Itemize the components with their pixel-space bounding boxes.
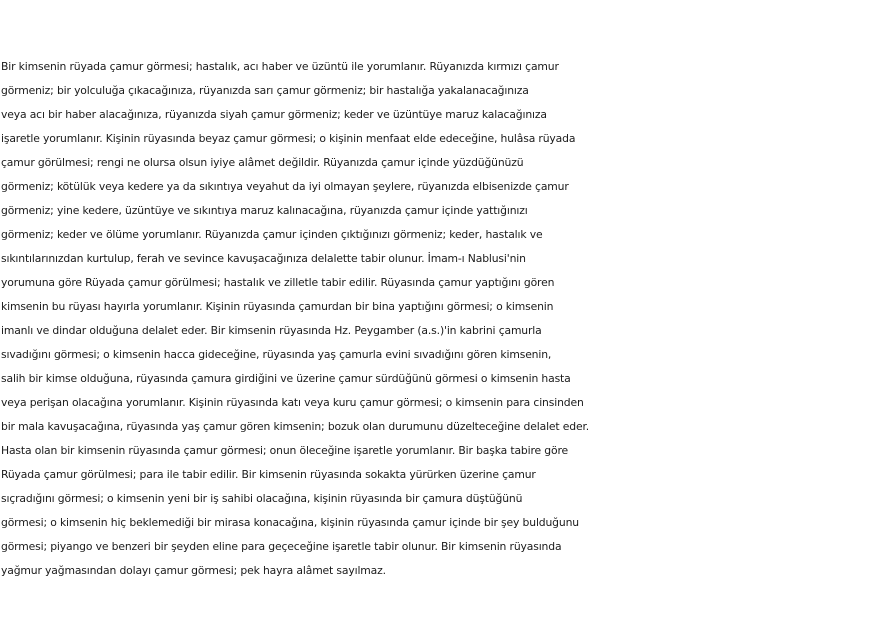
text-line-10: yorumuna göre Rüyada çamur görülmesi; hastalık ve zilletle tabir edilir. Rüyasında çamur yaptığını gören bbox=[1, 276, 555, 289]
text-line-8: görmeniz; keder ve ölüme yorumlanır. Rüyanızda çamur içinden çıktığınızı görmeniz; keder, hastalık ve bbox=[1, 228, 543, 241]
text-line-14: salih bir kimse olduğuna, rüyasında çamura girdiğini ve üzerine çamur sürdüğünü görmesi o kimsenin hasta bbox=[1, 372, 571, 385]
text-line-19: sıçradığını görmesi; o kimsenin yeni bir iş sahibi olacağına, kişinin rüyasında bir çamura düştüğünü bbox=[1, 492, 523, 505]
text-line-16: bir mala kavuşacağına, rüyasında yaş çamur gören kimsenin; bozuk olan durumunu düzelteceğine delalet eder. bbox=[1, 420, 590, 433]
text-line-20: görmesi; o kimsenin hiç beklemediği bir mirasa konacağına, kişinin rüyasında çamur içinde bir şey bulduğunu bbox=[1, 516, 579, 529]
text-line-12: imanlı ve dindar olduğuna delalet eder. Bir kimsenin rüyasında Hz. Peygamber (a.s.)'in kabrini çamurla bbox=[1, 324, 542, 337]
text-line-4: işaretle yorumlanır. Kişinin rüyasında beyaz çamur görmesi; o kişinin menfaat elde edeceğine, hulâsa rüyada bbox=[1, 132, 576, 145]
text-line-9: sıkıntılarınızdan kurtulup, ferah ve sevince kavuşacağınıza delalette tabir olunur. İmam-ı Nablusi'nin bbox=[1, 252, 526, 265]
text-line-2: görmeniz; bir yolculuğa çıkacağınıza, rüyanızda sarı çamur görmeniz; bir hastalığa yakalanacağınıza bbox=[1, 84, 529, 97]
text-line-15: veya perişan olacağına yorumlanır. Kişinin rüyasında katı veya kuru çamur görmesi; o kimsenin para cinsinden bbox=[1, 396, 584, 409]
text-line-3: veya acı bir haber alacağınıza, rüyanızda siyah çamur görmeniz; keder ve üzüntüye maruz kalacağınıza bbox=[1, 108, 547, 121]
text-line-21: görmesi; piyango ve benzeri bir şeyden eline para geçeceğine işaretle tabir olunur. Bir kimsenin rüyasında bbox=[1, 540, 562, 553]
text-line-6: görmeniz; kötülük veya kedere ya da sıkıntıya veyahut da iyi olmayan şeylere, rüyanızda elbisenizde çamur bbox=[1, 180, 569, 193]
text-line-1: Bir kimsenin rüyada çamur görmesi; hastalık, acı haber ve üzüntü ile yorumlanır. Rüyanızda kırmızı çamur bbox=[1, 60, 559, 73]
text-line-22: yağmur yağmasından dolayı çamur görmesi; pek hayra alâmet sayılmaz. bbox=[1, 564, 386, 577]
article-body bbox=[0, 55, 880, 583]
text-line-17: Hasta olan bir kimsenin rüyasında çamur görmesi; onun öleceğine işaretle yorumlanır. Bir başka tabire göre bbox=[1, 444, 569, 457]
text-line-7: görmeniz; yine kedere, üzüntüye ve sıkıntıya maruz kalınacağına, rüyanızda çamur içinde yattığınızı bbox=[1, 204, 528, 217]
text-line-18: Rüyada çamur görülmesi; para ile tabir edilir. Bir kimsenin rüyasında sokakta yürürken üzerine çamur bbox=[1, 468, 536, 481]
text-line-13: sıvadığını görmesi; o kimsenin hacca gideceğine, rüyasında yaş çamurla evini sıvadığını gören kimsenin, bbox=[1, 348, 552, 361]
text-line-5: çamur görülmesi; rengi ne olursa olsun iyiye alâmet değildir. Rüyanızda çamur içinde yüzdüğünüzü bbox=[1, 156, 524, 169]
text-line-11: kimsenin bu rüyası hayırla yorumlanır. Kişinin rüyasında çamurdan bir bina yaptığını görmesi; o kimsenin bbox=[1, 300, 554, 313]
